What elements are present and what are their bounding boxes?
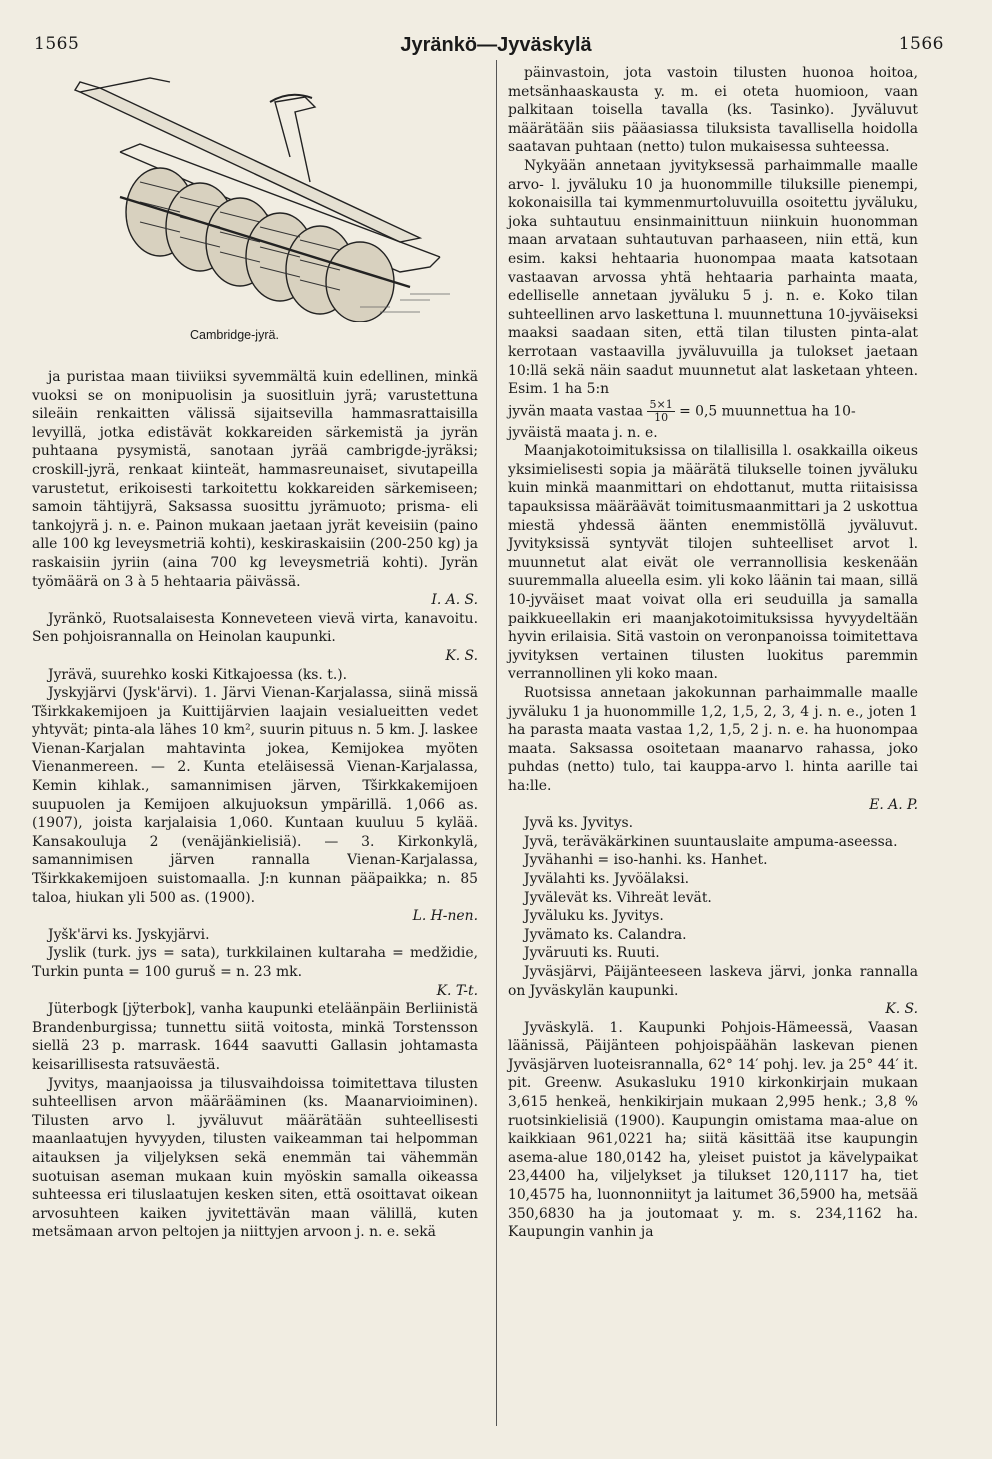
article-paragraph: Jyvälahti ks. Jyvöälaksi. bbox=[524, 870, 690, 887]
article-paragraph: Jyskyjärvi (Jysk'ärvi). 1. Järvi Vienan-Karjalassa, siinä missä Tširkkakemijoen ja Kuittijärvien laajain vesialueitten vedet yhtyvät; pinta-ala lähes 10 km², suurin pituus n. 5 km. J. laskee Vienan-Karjalan mahtavinta jokea, Kemijokea myöten Vienanmereen. — 2. Kunta eteläisessä Vienan-Karjalassa, Kemin kihlak., samannimisen järven, Tširkkakemijoen suupuolen ja Kemijoen alkujuoksun ympärillä. 1,066 as. (1907), joista karjalaisia 1,060. Kuntaan kuuluu 5 kylää. Kansakouluja 2 (venäjänkielisiä). — 3. Kirkonkylä, samannimisen järven rannalla Vienan-Karjalassa, Tširkkakemijoen suistomaalla. J:n kunnan pääpaikka; n. 85 taloa, hiukan yli 500 as. (1900). bbox=[32, 685, 478, 906]
article-paragraph: päinvastoin, jota vastoin tilusten huonoa hoitoa, metsänhaaskausta y. m. ei oteta huomioon, vaan palkitaan toisella tavalla (ks. Tasinko). Jyväluvut määrätään siis pääasiassa tiluksista tavallisella hoidolla saatavan puhtaan (netto) tulon mukaisessa suhteessa. bbox=[508, 65, 918, 156]
fraction-numerator: 5×1 bbox=[649, 397, 673, 411]
article-paragraph: Jyslik (turk. jys = sata), turkkilainen kultaraha = medžidie, Turkin punta = 100 guruš = n. 23 mk. bbox=[32, 945, 478, 980]
figure-caption: Cambridge-jyrä. bbox=[190, 328, 279, 342]
author-signature: K. S. bbox=[445, 647, 478, 664]
author-signature: E. A. P. bbox=[869, 796, 918, 813]
left-column bbox=[32, 368, 478, 1242]
article-paragraph: Jyrävä, suurehko koski Kitkajoessa (ks. t.). bbox=[48, 666, 348, 683]
author-signature: K. T-t. bbox=[436, 982, 478, 999]
article-paragraph: Jyvä, teräväkärkinen suuntauslaite ampuma-aseessa. bbox=[524, 833, 898, 850]
article-paragraph: Maanjakotoimituksissa on tilallisilla l. osakkailla oikeus yksimielisesti sopia ja määrätä tilukselle toinen jyväluku kuin minkä maanmittari on ehdottanut, mutta riitaisissa tapauksissa määräävät toimitusmaanmittari ja 2 uskottua miestä yhdessä äänten enemmistöllä jyväluvut. Jyvityksissä syntyvät tilojen suhteelliset arvot l. muunnetut alat eivät ole verrannollisia keskenään suuremmalla alueella esim. yli koko läänin tai maan, sillä 10-jyväiset maat voivat olla eri seuduilla ja samalla paikkueellakin eri maanjakotoimituksissa hyvyydeltään hyvin erilaisia. Sitä vastoin on veronpanoissa toimitettava jyvityksen vertainen tilusten luokitus paremmin verrannollinen yli koko maan. bbox=[508, 443, 918, 683]
column-divider bbox=[496, 60, 497, 1426]
formula-tail: jyväistä maata j. n. e. bbox=[508, 424, 658, 441]
formula-text: jyvän maata vastaa bbox=[508, 403, 644, 420]
article-paragraph: Jyväsjärvi, Päijänteeseen laskeva järvi, jonka rannalla on Jyväskylän kaupunki. bbox=[508, 963, 918, 999]
article-paragraph: Jüterbogk [jÿterbok], vanha kaupunki eteläänpäin Berliinistä Brandenburgissa; tunnettu siitä voitosta, minkä Torstensson siellä 23 p. marrask. 1644 saavutti Gallasin johtamasta keisarillisesta ratsuväestä. bbox=[32, 1001, 478, 1073]
article-paragraph: Jyvä ks. Jyvitys. bbox=[524, 815, 634, 832]
article-paragraph: Jyränkö, Ruotsalaisesta Konneveteen vievä virta, kanavoitu. Sen pohjoisrannalla on Heinolan kaupunki. bbox=[32, 610, 478, 646]
right-page-number: 1566 bbox=[898, 34, 944, 54]
author-signature: I. A. S. bbox=[431, 592, 478, 609]
article-paragraph: Nykyään annetaan jyvityksessä parhaimmalle maalle arvo- l. jyväluku 10 ja huonommille tiluksille pienempi, kokonaisilla tai kymmenmurtoluvuilla osoitettu jyväluku, joka suhtautuu ensinmainittuun niinkuin huonomman maan arvataan suhtautuvan parhaaseen, niin että, kun esim. kaksi hehtaaria huonompaa maata katsotaan vastaavan arvossa yhtä hehtaaria parhainta maata, edelliselle annetaan jyväluku 5 j. n. e. Koko tilan suhteellinen arvo laskettuna l. muunnettuna 10-jyväiseksi maaksi saadaan siten, että tilan tilusten pinta-alat kerrotaan vastaavilla jyväluvuilla ja tulokset jaetaan 10:llä sekä näin saadut muunnetut alat lasketaan yhteen. Esim. 1 ha 5:n bbox=[508, 157, 918, 398]
formula-line bbox=[508, 399, 918, 443]
fraction bbox=[647, 399, 674, 424]
article-paragraph: ja puristaa maan tiiviiksi syvemmältä kuin edellinen, minkä vuoksi se on monipuolisin ja suositluin jyrä; varustettuna sileäin renkaitten välissä sijaitsevilla hammasrattaisilla levyillä, jotka edistävät kokkareiden särkemistä ja jyrän puhtaana pysymistä, sanotaan jyrää cambrigde-jyräksi; croskill-jyrä, renkaat kiinteät, hammasreunaiset, sivutapeilla varustetut, erikoisesti tarkoitettu kokkareiden särkemiseen; samoin tähtijyrä, Saksassa suosittu jyrämuoto; prisma- eli tankojyrä j. n. e. Painon mukaan jaetaan jyrät keveisiin (paino alle 100 kg leveysmetriä kohti), keskiraskaisiin (200-250 kg) ja raskaisiin jyriin (aina 700 kg leveysmetriä kohti). Jyrän työmäärä on 3 à 5 hehtaaria päivässä. bbox=[32, 369, 478, 590]
article-paragraph: Jyvitys, maanjaoissa ja tilusvaihdoissa toimitettava tilusten suhteellisen arvon määrääminen (ks. Maanarvioiminen). Tilusten arvo l. jyväluvut määrätään suhteellisesti maanlaatujen hyvyyden, tilusten vaikeamman tai helpomman aitauksen ja viljelyksen sekä enemmän tai vähemmän suotuisan aseman mukaan kuin myöskin samalla oikeassa suhteessa eri tiluslaatujen kesken siten, että osoittavat oikean arvosuhteen kaiken jyvitettävän maan välillä, kuten metsämaan arvon peltojen ja niittyjen arvoon j. n. e. sekä bbox=[32, 1075, 478, 1241]
left-page-number: 1565 bbox=[34, 34, 80, 54]
article-paragraph: Jyvähanhi = iso-hanhi. ks. Hanhet. bbox=[524, 852, 768, 869]
formula-text: = 0,5 muunnettua ha 10- bbox=[679, 403, 856, 420]
cambridge-roller-illustration bbox=[60, 62, 480, 322]
article-paragraph: Jyvälevät ks. Vihreät levät. bbox=[524, 889, 712, 906]
page-header bbox=[0, 34, 992, 58]
fraction-denominator: 10 bbox=[654, 410, 669, 424]
author-signature: K. S. bbox=[885, 1001, 918, 1018]
article-paragraph: Jyväluku ks. Jyvitys. bbox=[524, 908, 664, 925]
author-signature: L. H-nen. bbox=[412, 908, 478, 925]
article-paragraph: Ruotsissa annetaan jakokunnan parhaimmalle maalle jyväluku 1 ja huonommille 1,2, 1,5, 2, 3, 4 j. n. e., joten 1 ha parasta maata vastaa 1,2, 1,5, 2 j. n. e. ha huonompaa maata. Saksassa osoitetaan maanarvo rahassa, joko puhdas (netto) tulo, tai kauppa-arvo l. hinta aarille tai ha:lle. bbox=[508, 685, 918, 794]
page-title: Jyränkö—Jyväskylä bbox=[400, 34, 592, 56]
article-paragraph: Jyväskylä. 1. Kaupunki Pohjois-Hämeessä, Vaasan läänissä, Päijänteen pohjoispäähän laskevan pienen Jyväsjärven luoteisrannalla, 62° 14′ pohj. lev. ja 25° 44′ it. pit. Greenw. Asukasluku 1910 kirkonkirjain mukaan 3,615 henkeä, henkikirjain mukaan 2,995 henk.; 3,8 % ruotsinkielisiä (1900). Kaupungin omistama maa-alue on kaikkiaan 961,0221 ha; siitä käsittää itse kaupungin asema-alue 180,0142 ha, yleiset puistot ja kävelypaikat 23,4400 ha, viljelykset ja tilukset 120,1117 ha, tiet 10,4575 ha, luonnonniityt ja laitumet 36,5900 ha, metsää 350,6830 ha ja joutomaat y. m. s. 234,1162 ha. Kaupungin vanhin ja bbox=[508, 1019, 918, 1241]
article-paragraph: Jyvämato ks. Calandra. bbox=[524, 926, 687, 943]
article-paragraph: Jyšk'ärvi ks. Jyskyjärvi. bbox=[48, 926, 210, 943]
right-column bbox=[508, 64, 918, 1242]
article-paragraph: Jyväruuti ks. Ruuti. bbox=[524, 945, 660, 962]
